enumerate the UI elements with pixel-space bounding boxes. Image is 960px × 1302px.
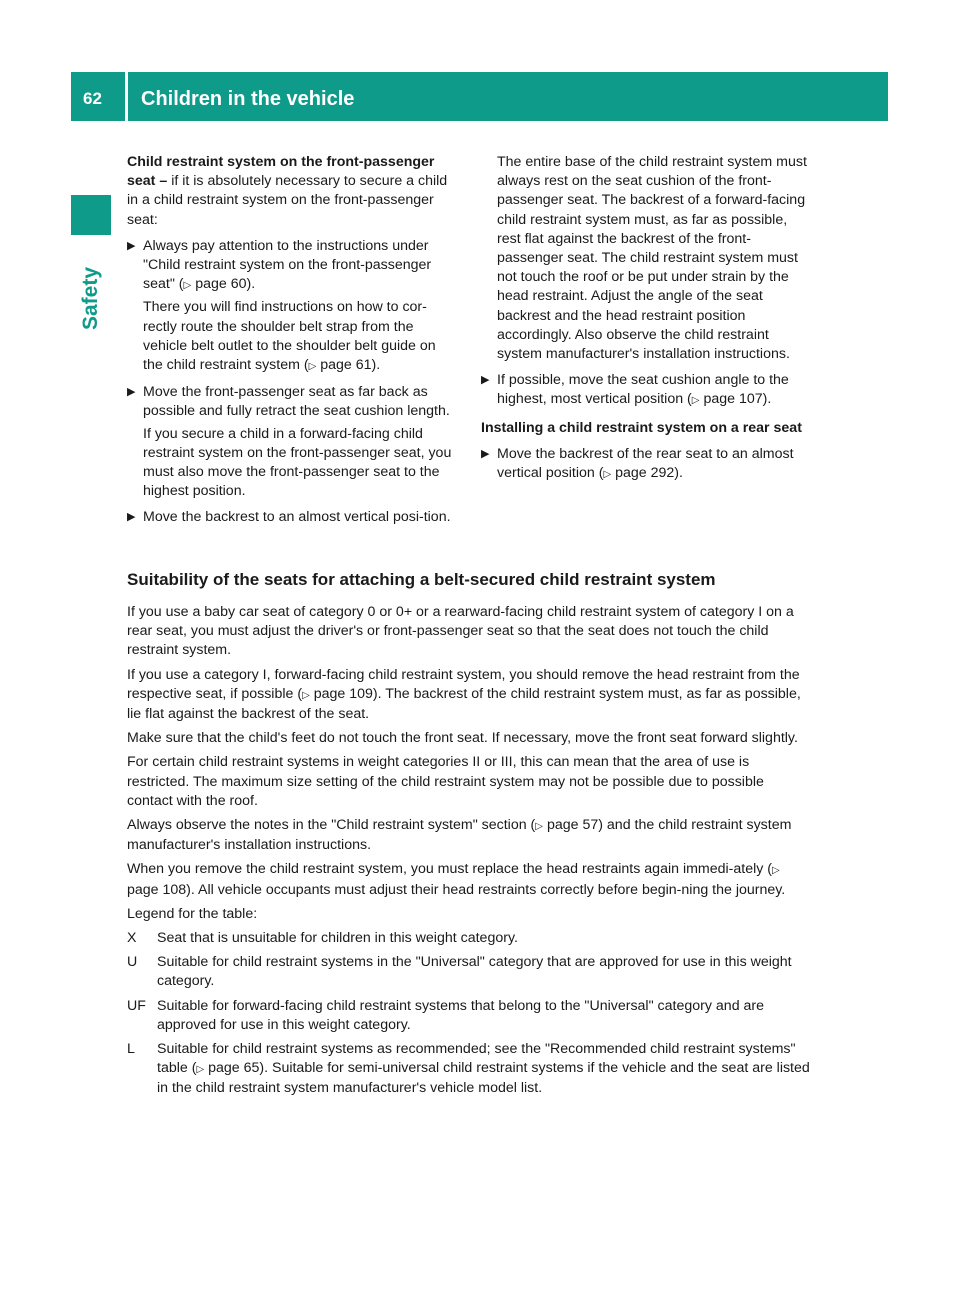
legend-key: U xyxy=(127,954,138,971)
paragraph xyxy=(127,860,812,899)
page-number: 62 xyxy=(83,89,102,108)
page-ref-icon: ▷ xyxy=(302,689,310,701)
paragraph xyxy=(127,666,812,725)
section-marker xyxy=(71,195,111,235)
legend-item xyxy=(127,953,812,991)
legend-text: Suitable for child restraint systems as recommended; see the "Recommended child restraint systems" table ( xyxy=(157,1041,796,1077)
bullet-text: If possible, move the seat cushion angle to the highest, most vertical position ( xyxy=(497,372,789,408)
bullet-text: Move the front-passenger seat as far back as possible and fully retract the seat cushion length. xyxy=(143,384,450,420)
bullet-note-text: There you will find instructions on how to cor-rectly route the shoulder belt strap from the vehicle belt outlet to the shoulder belt guide on the child restraint system ( xyxy=(143,299,436,374)
legend-key: UF xyxy=(127,997,146,1014)
legend-text: Suitable for forward-facing child restraint systems that belong to the "Universal" category and are approved for use in this weight category. xyxy=(157,997,765,1033)
paragraph-text: When you remove the child restraint system, you must replace the head restraints again immedi-ately ( xyxy=(127,861,773,878)
arrow-icon: ▶ xyxy=(481,374,490,387)
page-ref-link[interactable]: page 57) xyxy=(546,817,603,834)
page-ref-icon: ▷ xyxy=(772,865,780,877)
page-ref-icon: ▷ xyxy=(183,280,192,292)
bullet-note xyxy=(127,425,459,502)
legend-key: X xyxy=(127,930,137,947)
legend-key: L xyxy=(127,1041,135,1058)
continuation-text: The entire base of the child restraint system must always rest on the seat cushion of the front-passenger seat. The backrest of a forward-facing child restraint system must, as far as possible, rest flat against the backrest of the front-passenger seat. The child restraint system must not touch the roof or be put under strain by the head restraint. Adjust the angle of the seat backrest and the head restraint position accordingly. Also observe the child restraint system manufacturer's installation instructions. xyxy=(497,154,807,363)
list-item xyxy=(127,508,459,527)
header-divider xyxy=(125,72,128,121)
paragraph-text: The backrest of the child restraint system must, as far as possible, lie flat against the backrest of the seat. xyxy=(127,685,801,723)
section-label: Safety xyxy=(79,266,102,330)
paragraph: Make sure that the child's feet do not touch the front seat. If necessary, move the front seat forward slightly. xyxy=(127,730,798,747)
right-column xyxy=(481,153,811,484)
paragraph xyxy=(127,816,812,855)
legend-item xyxy=(127,929,812,948)
page-ref-link[interactable]: page 292). xyxy=(615,465,683,482)
list-item xyxy=(481,371,811,410)
legend-text: Seat that is unsuitable for children in this weight category. xyxy=(157,930,518,947)
arrow-icon: ▶ xyxy=(481,447,490,460)
page-ref-link[interactable]: page 61). xyxy=(320,357,381,374)
page-ref-icon: ▷ xyxy=(308,361,317,373)
intro-heading: Child restraint system on the front-passenger seat – xyxy=(127,154,435,190)
page-header xyxy=(71,72,888,121)
bullet-text: Move the backrest to an almost vertical posi-tion. xyxy=(143,509,451,526)
continuation-paragraph xyxy=(481,153,811,364)
arrow-icon: ▶ xyxy=(127,239,136,252)
page-ref-icon: ▷ xyxy=(196,1064,205,1076)
page-ref-link[interactable]: page 107). xyxy=(703,391,772,408)
legend-text: Suitable for semi-universal child restraint systems if the vehicle and the seat are listed in the child restraint system manufacturer's vehicle model list. xyxy=(157,1060,810,1097)
page-ref-icon: ▷ xyxy=(603,469,612,481)
bullet-note-text: If you secure a child in a forward-facing child restraint system on the front-passenger seat, you must also move the front-passenger seat to the highest position. xyxy=(143,425,452,500)
page-ref-link[interactable]: page 108). xyxy=(127,881,195,898)
paragraph-text: and the child restraint system manufacturer's installation instructions. xyxy=(127,817,792,854)
section-body xyxy=(127,603,812,1104)
legend-intro: Legend for the table: xyxy=(127,905,258,922)
intro-paragraph xyxy=(127,153,459,230)
left-column xyxy=(127,153,459,528)
chapter-title: Children in the vehicle xyxy=(141,88,355,110)
arrow-icon: ▶ xyxy=(127,511,136,524)
bullet-note xyxy=(127,298,459,376)
page-ref-icon: ▷ xyxy=(691,395,700,407)
legend-text: Suitable for child restraint systems in the "Universal" category that are approved for use in this weight category. xyxy=(157,954,792,990)
page-ref-icon: ▷ xyxy=(535,821,543,833)
list-item xyxy=(481,445,811,484)
paragraph-text: If you use a category I, forward-facing child restraint system, you should remove the head restraint from the respective seat, if possible ( xyxy=(127,666,800,702)
arrow-icon: ▶ xyxy=(127,386,136,399)
page-ref-link[interactable]: page 109). xyxy=(313,685,382,702)
page-ref-link[interactable]: page 65). xyxy=(208,1060,269,1077)
paragraph: If you use a baby car seat of category 0 or 0+ or a rearward-facing child restraint system of category I on a rear seat, you must adjust the driver's or front-passenger seat so that the seat does not touch the child restraint system. xyxy=(127,604,794,659)
page-ref-link[interactable]: page 60). xyxy=(195,276,256,293)
bullet-text: Move the backrest of the rear seat to an almost vertical position ( xyxy=(497,445,794,482)
list-item xyxy=(127,237,459,296)
paragraph: For certain child restraint systems in weight categories II or III, this can mean that the area of use is restricted. The maximum size setting of the child restraint system may not be possible due to possible contact with the roof. xyxy=(127,754,764,809)
legend-item xyxy=(127,1040,812,1099)
subheading: Installing a child restraint system on a rear seat xyxy=(481,419,802,436)
paragraph-text: Always observe the notes in the "Child restraint system" section ( xyxy=(127,817,536,834)
list-item xyxy=(127,383,459,421)
intro-text: if it is absolutely necessary to secure a child in a child restraint system on the front-passenger seat: xyxy=(127,173,448,228)
section-title: Suitability of the seats for attaching a belt-secured child restraint system xyxy=(127,570,716,589)
bullet-text: Always pay attention to the instructions under "Child restraint system on the front-passenger seat" ( xyxy=(143,237,432,293)
legend-item xyxy=(127,997,812,1035)
paragraph-text: All vehicle occupants must adjust their head restraints correctly before begin-ning the journey. xyxy=(194,881,786,898)
